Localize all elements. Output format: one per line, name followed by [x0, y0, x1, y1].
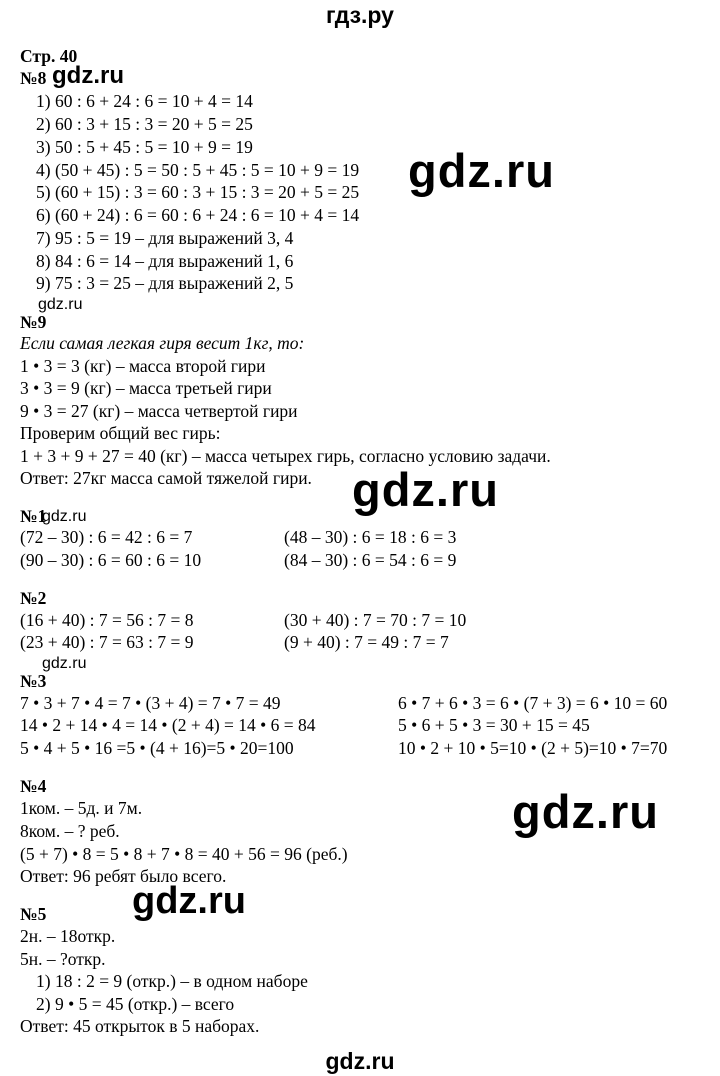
task9-line: 1 + 3 + 9 + 27 = 40 (кг) – масса четырех гирь, согласно условию задачи. — [20, 446, 551, 466]
watermark: gdz.ru — [408, 144, 555, 197]
watermark: gdz.ru — [512, 785, 659, 838]
task3-right-line: 5 • 6 + 5 • 3 = 30 + 15 = 45 — [398, 715, 590, 735]
task8-line: 9) 75 : 3 = 25 – для выражений 2, 5 — [36, 273, 294, 293]
task1-right-line: (84 – 30) : 6 = 54 : 6 = 9 — [284, 550, 457, 570]
task5-step: 1) 18 : 2 = 9 (откр.) – в одном наборе — [36, 971, 308, 991]
task2-right-line: (9 + 40) : 7 = 49 : 7 = 7 — [284, 632, 449, 652]
task4-line: 1ком. – 5д. и 7м. — [20, 798, 143, 818]
site-footer: gdz.ru — [325, 1048, 395, 1074]
task8-heading: №8 — [20, 68, 47, 88]
task9-answer: Ответ: 27кг масса самой тяжелой гири. — [20, 468, 312, 488]
task9-line: 3 • 3 = 9 (кг) – масса третьей гири — [20, 378, 272, 398]
task5-line: 2н. – 18откр. — [20, 926, 116, 946]
task4-answer: Ответ: 96 ребят было всего. — [20, 866, 227, 886]
task9-heading: №9 — [20, 312, 47, 332]
watermark: gdz.ru — [38, 296, 83, 313]
task5-step: 2) 9 • 5 = 45 (откр.) – всего — [36, 994, 235, 1014]
watermark: gdz.ru — [42, 508, 87, 525]
task2-right-line: (30 + 40) : 7 = 70 : 7 = 10 — [284, 610, 467, 630]
task3-heading: №3 — [20, 671, 47, 691]
task8-line: 5) (60 + 15) : 3 = 60 : 3 + 15 : 3 = 20 + 5 = 25 — [36, 182, 360, 202]
task4-line: 8ком. – ? реб. — [20, 821, 120, 841]
task4-line: (5 + 7) • 8 = 5 • 8 + 7 • 8 = 40 + 56 = 96 (реб.) — [20, 844, 348, 864]
task8-line: 8) 84 : 6 = 14 – для выражений 1, 6 — [36, 251, 294, 271]
task4-heading: №4 — [20, 776, 47, 796]
watermark: gdz.ru — [132, 880, 246, 922]
site-header: гдз.ру — [326, 2, 394, 28]
task8-line: 2) 60 : 3 + 15 : 3 = 20 + 5 = 25 — [36, 114, 253, 134]
task9-intro: Если самая легкая гиря весит 1кг, то: — [20, 333, 305, 353]
watermark: gdz.ru — [352, 463, 499, 516]
task8-line: 3) 50 : 5 + 45 : 5 = 10 + 9 = 19 — [36, 137, 253, 157]
task5-heading: №5 — [20, 904, 47, 924]
page-label: Стр. 40 — [20, 46, 78, 66]
task5-answer: Ответ: 45 открыток в 5 наборах. — [20, 1016, 260, 1036]
task9-line: 1 • 3 = 3 (кг) – масса второй гири — [20, 356, 266, 376]
task1-right-line: (48 – 30) : 6 = 18 : 6 = 3 — [284, 527, 457, 547]
task5-line: 5н. – ?откр. — [20, 949, 106, 969]
task3-right-line: 10 • 2 + 10 • 5=10 • (2 + 5)=10 • 7=70 — [398, 738, 668, 758]
watermark: gdz.ru — [52, 62, 124, 89]
task3-left-line: 14 • 2 + 14 • 4 = 14 • (2 + 4) = 14 • 6 = 84 — [20, 715, 316, 735]
task8-line: 4) (50 + 45) : 5 = 50 : 5 + 45 : 5 = 10 + 9 = 19 — [36, 160, 360, 180]
task2-left-line: (23 + 40) : 7 = 63 : 7 = 9 — [20, 632, 194, 652]
task8-line: 7) 95 : 5 = 19 – для выражений 3, 4 — [36, 228, 294, 248]
task1-left-line: (90 – 30) : 6 = 60 : 6 = 10 — [20, 550, 202, 570]
task2-left-line: (16 + 40) : 7 = 56 : 7 = 8 — [20, 610, 194, 630]
task9-line: 9 • 3 = 27 (кг) – масса четвертой гири — [20, 401, 298, 421]
task3-left-line: 5 • 4 + 5 • 16 =5 • (4 + 16)=5 • 20=100 — [20, 738, 294, 758]
task8-line: 6) (60 + 24) : 6 = 60 : 6 + 24 : 6 = 10 + 4 = 14 — [36, 205, 360, 225]
task3-right-line: 6 • 7 + 6 • 3 = 6 • (7 + 3) = 6 • 10 = 60 — [398, 693, 668, 713]
task2-heading: №2 — [20, 588, 47, 608]
task3-left-line: 7 • 3 + 7 • 4 = 7 • (3 + 4) = 7 • 7 = 49 — [20, 693, 281, 713]
task8-line: 1) 60 : 6 + 24 : 6 = 10 + 4 = 14 — [36, 91, 253, 111]
task1-left-line: (72 – 30) : 6 = 42 : 6 = 7 — [20, 527, 193, 547]
watermark: gdz.ru — [42, 655, 87, 672]
task9-line: Проверим общий вес гирь: — [20, 423, 221, 443]
task1-heading: №1 — [20, 506, 47, 526]
